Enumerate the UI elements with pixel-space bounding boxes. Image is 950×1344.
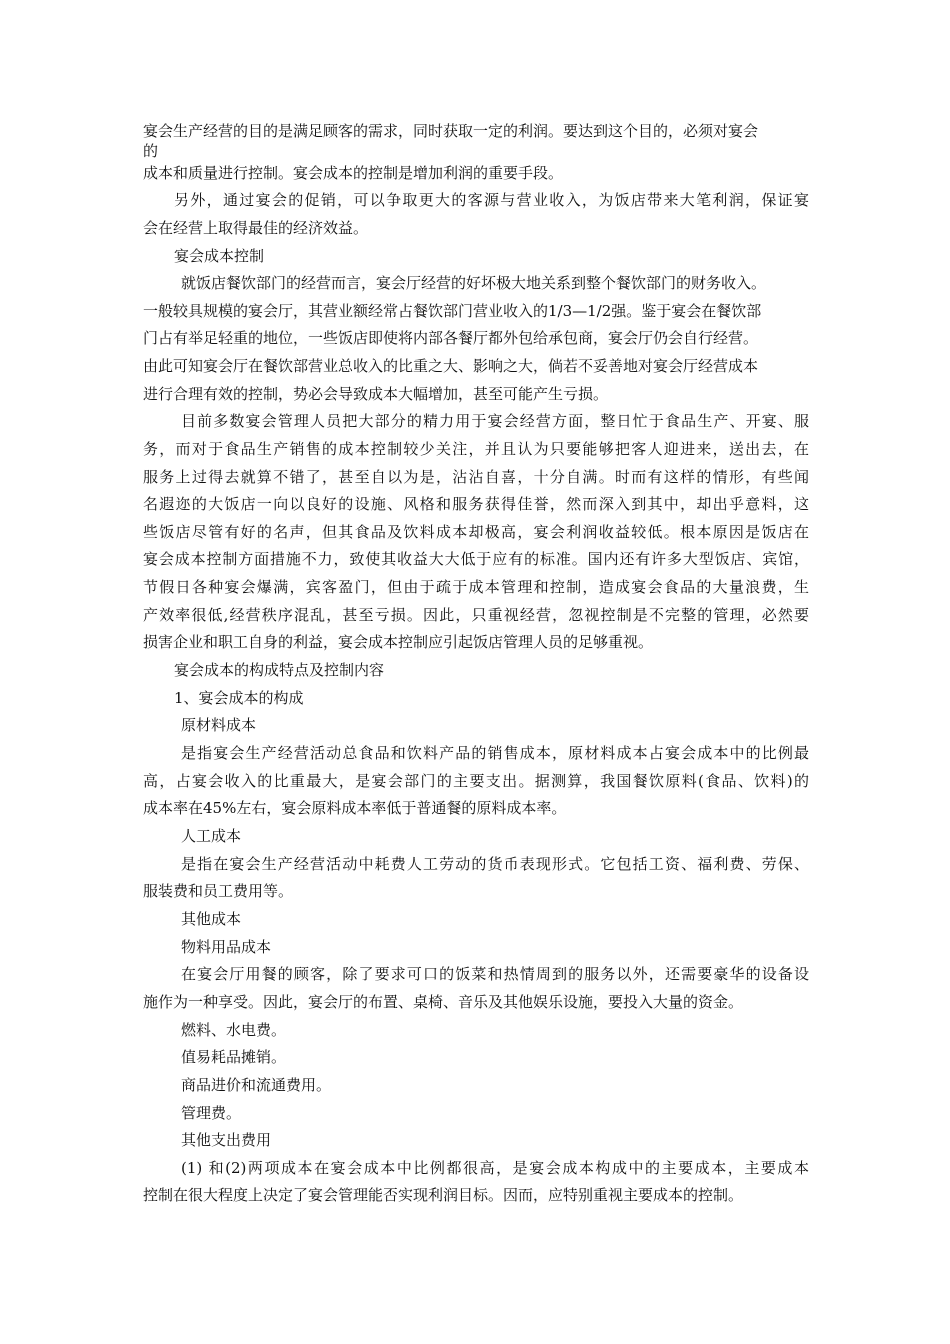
text-line: 施作为一种享受。因此，宴会厅的布置、桌椅、音乐及其他娱乐设施，要投入大量的资金。	[143, 993, 744, 1011]
text-line: 物料用品成本	[181, 938, 272, 956]
text-line: 高，占宴会收入的比重最大，是宴会部门的主要支出。据测算，我国餐饮原料(食品、饮料)的	[143, 772, 809, 790]
text-line: 由此可知宴会厅在餐饮部营业总收入的比重之大、影响之大，倘若不妥善地对宴会厅经营成本	[143, 357, 759, 375]
text-line: 门占有举足轻重的地位，一些饭店即使将内部各餐厅都外包给承包商，宴会厅仍会自行经营。	[143, 329, 759, 347]
text-line: 目前多数宴会管理人员把大部分的精力用于宴会经营方面，整日忙于食品生产、开宴、服	[181, 412, 809, 430]
text-line: 原材料成本	[181, 716, 257, 734]
text-line: 其他成本	[181, 910, 242, 928]
text-line: 其他支出费用	[181, 1131, 272, 1149]
text-line: 产效率很低,经营秩序混乱，甚至亏损。因此，只重视经营，忽视控制是不完整的管理，必然要	[143, 606, 809, 624]
text-line: 成本率在45%左右，宴会原料成本率低于普通餐的原料成本率。	[143, 799, 567, 817]
text-line: 服装费和员工费用等。	[143, 882, 294, 900]
text-line: 名遐迩的大饭店一向以良好的设施、风格和服务获得佳誉，然而深入到其中，却出乎意料，这	[143, 495, 809, 513]
text-line: 控制在很大程度上决定了宴会管理能否实现利润目标。因而，应特别重视主要成本的控制。	[143, 1186, 744, 1204]
text-line: 值易耗品摊销。	[181, 1048, 287, 1066]
text-line: 就饭店餐饮部门的经营而言，宴会厅经营的好坏极大地关系到整个餐饮部门的财务收入。	[181, 274, 767, 292]
text-line: 服务上过得去就算不错了，甚至自以为是，沾沾自喜，十分自满。时而有这样的情形，有些闻	[143, 468, 809, 486]
text-line: 宴会生产经营的目的是满足顾客的需求，同时获取一定的利润。要达到这个目的，必须对宴会	[143, 122, 759, 140]
text-line: 宴会成本的构成特点及控制内容	[174, 661, 385, 679]
text-line: 另外，通过宴会的促销，可以争取更大的客源与营业收入，为饭店带来大笔利润，保证宴	[174, 191, 809, 209]
text-line: 务，而对于食品生产销售的成本控制较少关注，并且认为只要能够把客人迎进来，送出去，在	[143, 440, 809, 458]
text-line: 损害企业和职工自身的利益，宴会成本控制应引起饭店管理人员的足够重视。	[143, 633, 654, 651]
text-line: 1、宴会成本的构成	[174, 689, 304, 707]
text-line: 宴会成本控制	[174, 247, 265, 265]
text-line: 人工成本	[181, 827, 242, 845]
text-line: 管理费。	[181, 1104, 242, 1122]
text-line: 是指在宴会生产经营活动中耗费人工劳动的货币表现形式。它包括工资、福利费、劳保、	[181, 855, 809, 873]
text-line: 一般较具规模的宴会厅，其营业额经常占餐饮部门营业收入的1/3—1/2强。鉴于宴会在餐饮部	[143, 302, 762, 320]
text-line: 进行合理有效的控制，势必会导致成本大幅增加，甚至可能产生亏损。	[143, 385, 609, 403]
text-line: (1) 和(2)两项成本在宴会成本中比例都很高，是宴会成本构成中的主要成本，主要成本	[181, 1159, 809, 1177]
text-line: 的	[143, 142, 159, 160]
text-line: 宴会成本控制方面措施不力，致使其收益大大低于应有的标准。国内还有许多大型饭店、宾馆，	[143, 550, 809, 568]
text-line: 商品进价和流通费用。	[181, 1076, 332, 1094]
text-line: 会在经营上取得最佳的经济效益。	[143, 219, 369, 237]
text-line: 节假日各种宴会爆满，宾客盈门，但由于疏于成本管理和控制，造成宴会食品的大量浪费，生	[143, 578, 809, 596]
text-line: 些饭店尽管有好的名声，但其食品及饮料成本却极高，宴会利润收益较低。根本原因是饭店在	[143, 523, 809, 541]
text-line: 是指宴会生产经营活动总食品和饮料产品的销售成本，原材料成本占宴会成本中的比例最	[181, 744, 809, 762]
text-line: 在宴会厅用餐的顾客，除了要求可口的饭菜和热情周到的服务以外，还需要豪华的设备设	[181, 965, 809, 983]
text-line: 燃料、水电费。	[181, 1021, 287, 1039]
text-line: 成本和质量进行控制。宴会成本的控制是增加利润的重要手段。	[143, 164, 564, 182]
